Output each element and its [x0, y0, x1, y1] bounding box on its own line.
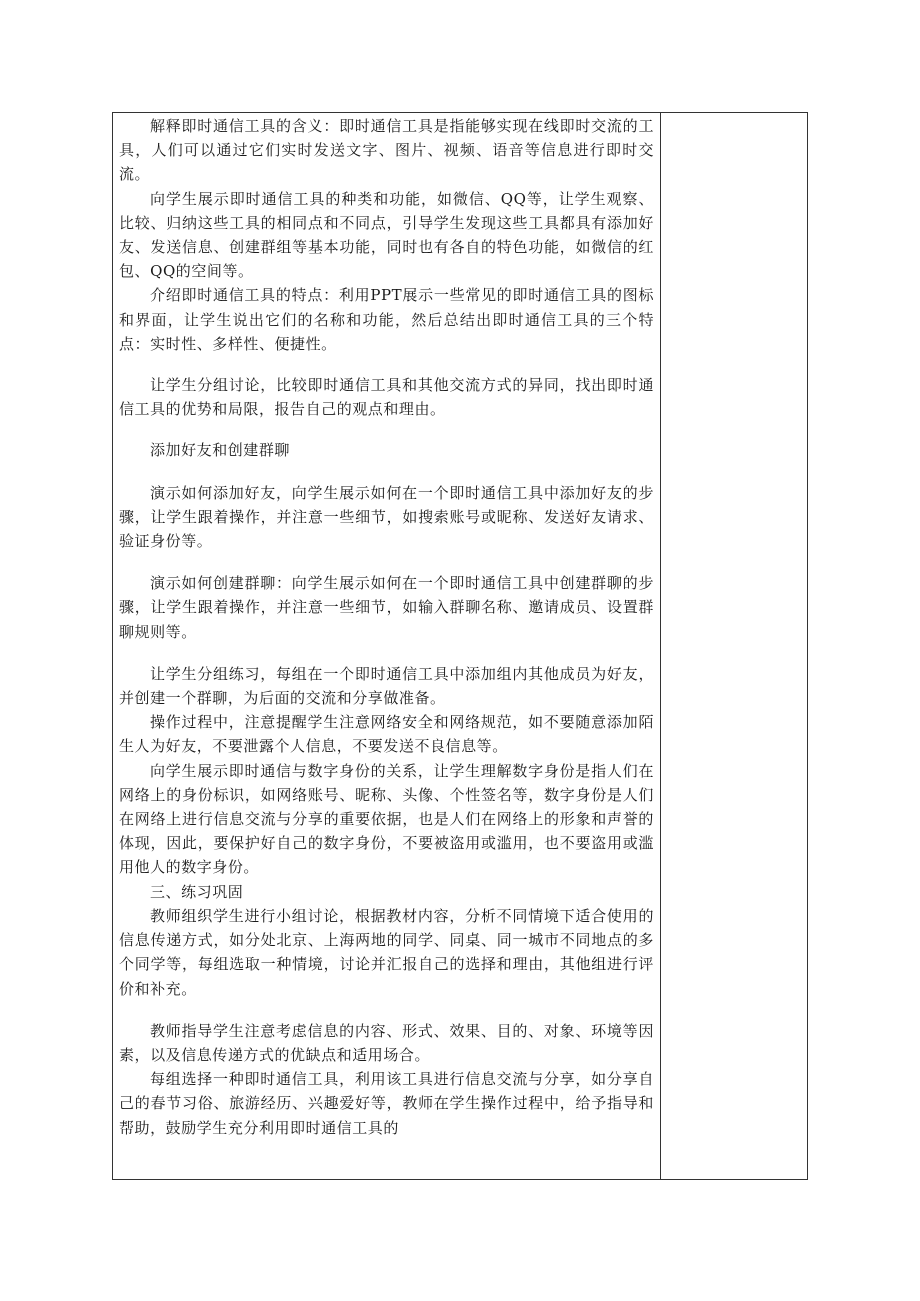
paragraph-digital-identity: 向学生展示即时通信与数字身份的关系，让学生理解数字身份是指人们在网络上的身份标识，如网络账号、昵称、头像、个性签名等，数字身份是人们在网络上进行信息交流与分享的重要依据，也是人们在网络上的形象和声誉的体现，因此，要保护好自己的数字身份，不要被盗用或滥用，也不要盗用或滥用他人的数字身份。	[119, 761, 654, 877]
spacer	[119, 356, 654, 373]
paragraph-group-practice: 让学生分组练习，每组在一个即时通信工具中添加组内其他成员为好友，并创建一个群聊，为后面的交流和分享做准备。	[119, 664, 654, 708]
paragraph-scenario-discussion: 教师组织学生进行小组讨论，根据教材内容，分析不同情境下适合使用的信息传递方式，如分处北京、上海两地的同学、同桌、同一城市不同地点的多个同学等，每组选取一种情境，讨论并汇报自己的选择和理由，其他组进行评价和补充。	[119, 906, 654, 998]
spacer	[119, 1001, 654, 1019]
paragraph-teacher-guidance: 教师指导学生注意考虑信息的内容、形式、效果、目的、对象、环境等因素，以及信息传递方式的优缺点和适用场合。	[119, 1021, 654, 1064]
notes-cell	[661, 113, 807, 1179]
spacer	[119, 553, 654, 571]
paragraph-tool-types: 向学生展示即时通信工具的种类和功能，如微信、QQ等，让学生观察、比较、归纳这些工具的相同点和不同点，引导学生发现这些工具都具有添加好友、发送信息、创建群组等基本功能，同时也有各自的特色功能，如微信的红包、QQ的空间等。	[119, 189, 654, 281]
spacer	[119, 463, 654, 481]
lesson-table	[112, 112, 808, 1180]
paragraph-group-discussion: 让学生分组讨论，比较即时通信工具和其他交流方式的异同，找出即时通信工具的优势和局限，报告自己的观点和理由。	[119, 376, 654, 419]
spacer	[119, 644, 654, 662]
paragraph-sharing-activity: 每组选择一种即时通信工具，利用该工具进行信息交流与分享，如分享自己的春节习俗、旅游经历、兴趣爱好等，教师在学生操作过程中，给予指导和帮助，鼓励学生充分利用即时通信工具的	[119, 1070, 654, 1137]
section-heading-add-friends: 添加好友和创建群聊	[150, 441, 290, 460]
paragraph-demo-add-friend: 演示如何添加好友，向学生展示如何在一个即时通信工具中添加好友的步骤，让学生跟着操作，并注意一些细节，如搜索账号或昵称、发送好友请求、验证身份等。	[119, 483, 654, 551]
spacer	[119, 421, 654, 438]
paragraph-safety-reminder: 操作过程中，注意提醒学生注意网络安全和网络规范，如不要随意添加陌生人为好友，不要泄露个人信息，不要发送不良信息等。	[119, 713, 654, 756]
paragraph-demo-create-group: 演示如何创建群聊：向学生展示如何在一个即时通信工具中创建群聊的步骤，让学生跟着操作，并注意一些细节，如输入群聊名称、邀请成员、设置群聊规则等。	[119, 574, 654, 641]
paragraph-definition: 解释即时通信工具的含义：即时通信工具是指能够实现在线即时交流的工具，人们可以通过它们实时发送文字、图片、视频、语音等信息进行即时交流。	[119, 117, 654, 184]
lesson-content-cell	[113, 113, 661, 1179]
section-heading-practice: 三、练习巩固	[150, 882, 244, 901]
paragraph-tool-features: 介绍即时通信工具的特点：利用PPT展示一些常见的即时通信工具的图标和界面，让学生说出它们的名称和功能，然后总结出即时通信工具的三个特点：实时性、多样性、便捷性。	[119, 286, 654, 353]
